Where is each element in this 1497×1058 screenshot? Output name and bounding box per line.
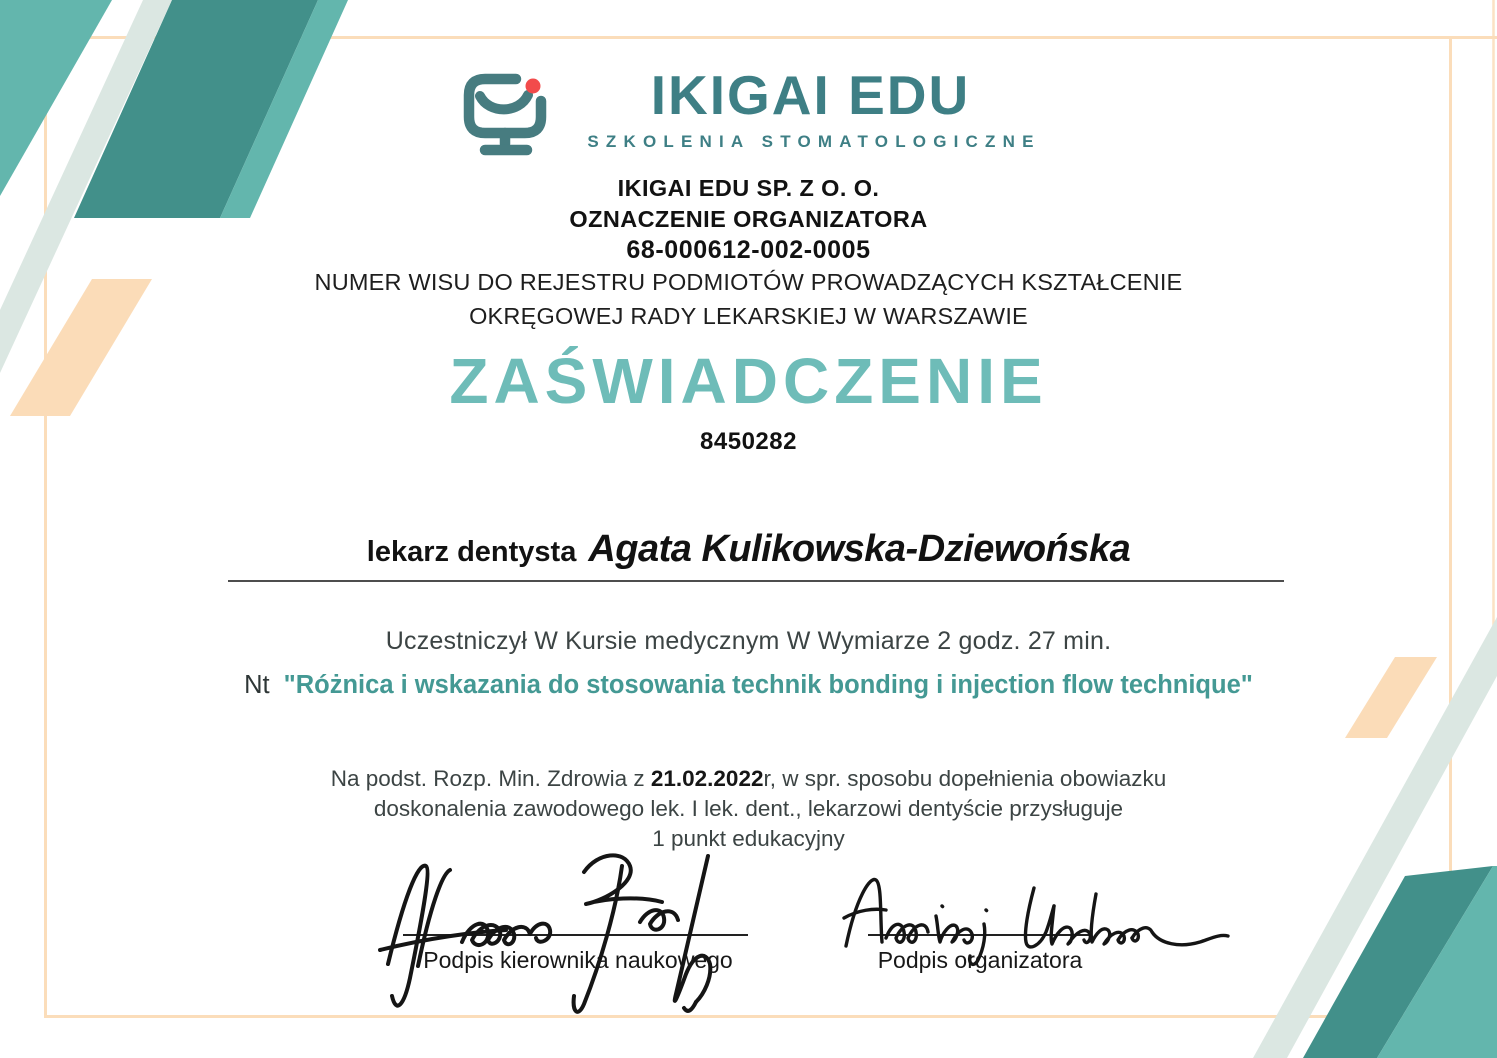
organizer-designation-label: OZNACZENIE ORGANIZATORA [569,206,928,232]
topic-line [0,671,1497,700]
brand-logo [0,60,1497,165]
topic-title: "Różnica i wskazania do stosowania technik bonding i injection flow technique" [283,671,1253,699]
organizer-registry-number: 68-000612-002-0005 [626,236,871,264]
legal-date: 21.02.2022 [650,766,764,791]
holder-line [0,528,1497,571]
holder-prefix: lekarz dentysta [366,536,577,568]
brand-tagline: SZKOLENIA STOMATOLOGICZNE [587,132,1041,151]
signature-right-label: Podpis organizatora [877,947,1083,973]
holder-underline [228,580,1284,582]
legal-line1-post: r, w spr. sposobu dopełnienia obowiazku [763,766,1167,791]
legal-line1 [0,764,1497,794]
certificate-title: ZAŚWIADCZENIE [449,345,1048,417]
legal-line2: doskonalenia zawodowego lek. I lek. dent., lekarzowi dentyście przysługuje [373,796,1124,822]
signature-left-label: Podpis kierownika naukowego [423,947,733,973]
monitor-smile-notification-icon [456,60,566,165]
legal-paragraph [0,764,1497,854]
participation-line: Uczestniczył W Kursie medycznym W Wymiarze 2 godz. 27 min. [385,627,1112,655]
certificate-number: 8450282 [700,428,797,455]
topic-prefix: Nt [244,671,270,699]
organizer-company: IKIGAI EDU SP. Z O. O. [617,175,880,201]
legal-line1-pre: Na podst. Rozp. Min. Zdrowia z [330,766,651,791]
holder-name: Agata Kulikowska-Dziewońska [588,528,1131,570]
brand-name: IKIGAI EDU [650,64,971,126]
registry-description-line1: NUMER WISU DO REJESTRU PODMIOTÓW PROWADZĄCYCH KSZTAŁCENIE [314,269,1183,295]
registry-description-line2: OKRĘGOWEJ RADY LEKARSKIEJ W WARSZAWIE [469,303,1028,329]
legal-line3: 1 punkt edukacyjny [652,826,845,852]
brand-text [580,64,1041,152]
signature-left-handwriting [378,846,778,1022]
